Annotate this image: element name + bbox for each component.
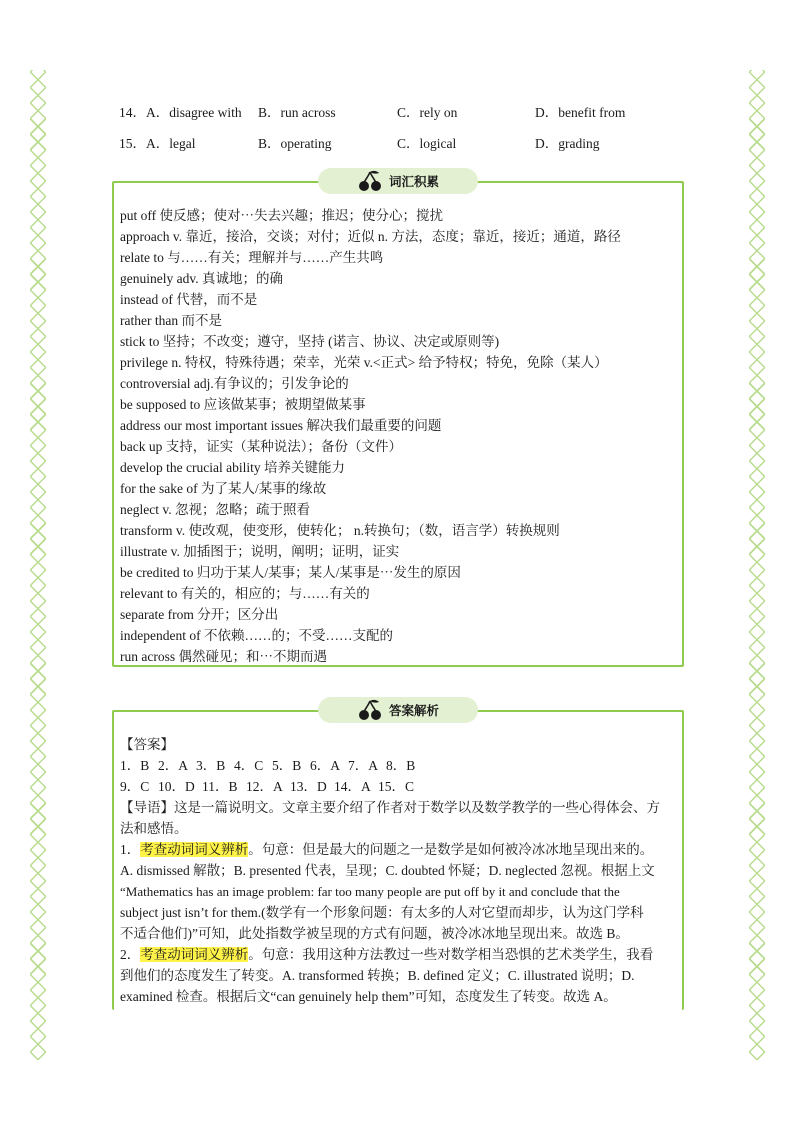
q2-line: examined 检查。根据后文“can genuinely help them”可知，态度发生了转变。故选 A。 [120,989,617,1004]
q2-number: 2． [120,947,141,962]
cherry-icon [357,699,383,721]
answer-item: 10．D [158,779,195,794]
q2-explanation [120,945,653,965]
q1-number: 1． [120,842,141,857]
q1-line: A. dismissed 解散；B. presented 代表，呈现；C. doubted 怀疑；D. neglected 忽视。根据上文 [120,863,655,878]
q2-text: 。句意：我用这种方法教过一些对数学相当恐惧的艺术类学生，我看 [248,947,654,962]
q1-text: 。句意：但是最大的问题之一是数学是如何被冷冰冰地呈现出来的。 [248,842,654,857]
vocab-line: relate to 与……有关；理解并与……产生共鸣 [120,250,384,265]
vocab-line: independent of 不依赖……的；不受……支配的 [120,628,393,643]
vocab-line: relevant to 有关的，相应的；与……有关的 [120,586,370,601]
answers-badge [318,697,478,723]
answer-row-1 [120,756,424,776]
vocab-line: approach v. 靠近，接洽，交谈；对付；近似 n. 方法，态度；靠近，接近；通道，路径 [120,229,621,244]
option-b: B．run across [258,105,336,120]
cherry-icon [357,170,383,192]
answer-item: 8．B [386,758,416,773]
q1-highlight-tag: 考查动词词义辨析 [140,842,249,857]
answer-item: 14．A [334,779,371,794]
vocab-badge [318,168,478,194]
q1-line: “Mathematics has an image problem: far too many people are put off by it and conclude that the [120,884,620,899]
vocab-line: instead of 代替，而不是 [120,292,258,307]
vocab-line: stick to 坚持；不改变；遵守，坚持 (诺言、协议、决定或原则等) [120,334,500,349]
vocab-line: develop the crucial ability 培养关键能力 [120,460,345,475]
q2-line: 到他们的态度发生了转变。A. transformed 转换；B. defined 定义；C. illustrated 说明；D. [120,968,635,983]
q1-explanation [120,840,653,860]
answer-item: 13．D [290,779,327,794]
vocab-line: be supposed to 应该做某事；被期望做某事 [120,397,366,412]
q2-highlight-tag: 考查动词词义辨析 [140,947,249,962]
intro-text: 法和感悟。 [120,821,188,836]
answer-item: 6．A [310,758,340,773]
right-decorative-border [749,70,765,1060]
q1-line: subject just isn’t for them.(数学有一个形象问题：有太多的人对它望而却步，认为这门学科 [120,905,644,920]
answer-item: 5．B [272,758,302,773]
answer-item: 7．A [348,758,378,773]
answer-item: 2．A [158,758,188,773]
vocab-line: back up 支持，证实（某种说法）；备份（文件） [120,439,402,454]
option-a: 14．A．disagree with [119,105,242,120]
vocab-line: address our most important issues 解决我们最重要的问题 [120,418,442,433]
vocab-line: illustrate v. 加插图于；说明，阐明；证明，证实 [120,544,400,559]
option-d: D．grading [535,136,600,151]
answers-title: 答案解析 [388,703,439,718]
vocab-line: for the sake of 为了某人/某事的缘故 [120,481,327,496]
vocab-line: rather than 而不是 [120,313,222,328]
vocab-line: neglect v. 忽视；忽略；疏于照看 [120,502,310,517]
vocab-line: put off 使反感；使对⋯失去兴趣；推迟；使分心；搅扰 [120,208,443,223]
answer-item: 3．B [196,758,226,773]
answer-item: 11．B [202,779,238,794]
vocab-line: transform v. 使改观，使变形，使转化； n.转换句；（数，语言学）转换规则 [120,523,560,538]
vocab-line: separate from 分开；区分出 [120,607,279,622]
answer-item: 12．A [246,779,283,794]
answer-item: 9．C [120,779,150,794]
answer-item: 4．C [234,758,264,773]
vocab-line: privilege n. 特权，特殊待遇；荣幸，光荣 v.<正式> 给予特权；特免，免除（某人） [120,355,608,370]
vocab-line: be credited to 归功于某人/某事；某人/某事是⋯发生的原因 [120,565,461,580]
vocab-line: run across 偶然碰见；和⋯不期而遇 [120,649,327,664]
option-c: C．rely on [397,105,458,120]
vocab-line: controversial adj.有争议的；引发争论的 [120,376,349,391]
answer-item: 1．B [120,758,150,773]
answers-box [112,703,684,1010]
left-decorative-border [30,70,46,1060]
answer-row-2 [120,777,422,797]
q1-line: 不适合他们)”可知，此处指数学被呈现的方式有问题，被冷冰冰地呈现出来。故选 B。 [120,926,629,941]
vocab-line: genuinely adv. 真诚地；的确 [120,271,283,286]
answers-heading: 【答案】 [120,737,174,752]
option-a: 15．A．legal [119,136,196,151]
answer-item: 15．C [378,779,415,794]
option-c: C．logical [397,136,457,151]
option-d: D．benefit from [535,105,626,120]
intro-text: 【导语】这是一篇说明文。文章主要介绍了作者对于数学以及数学教学的一些心得体会、方 [120,800,660,815]
vocab-box [112,174,684,667]
option-b: B．operating [258,136,332,151]
vocab-title: 词汇积累 [388,174,439,189]
